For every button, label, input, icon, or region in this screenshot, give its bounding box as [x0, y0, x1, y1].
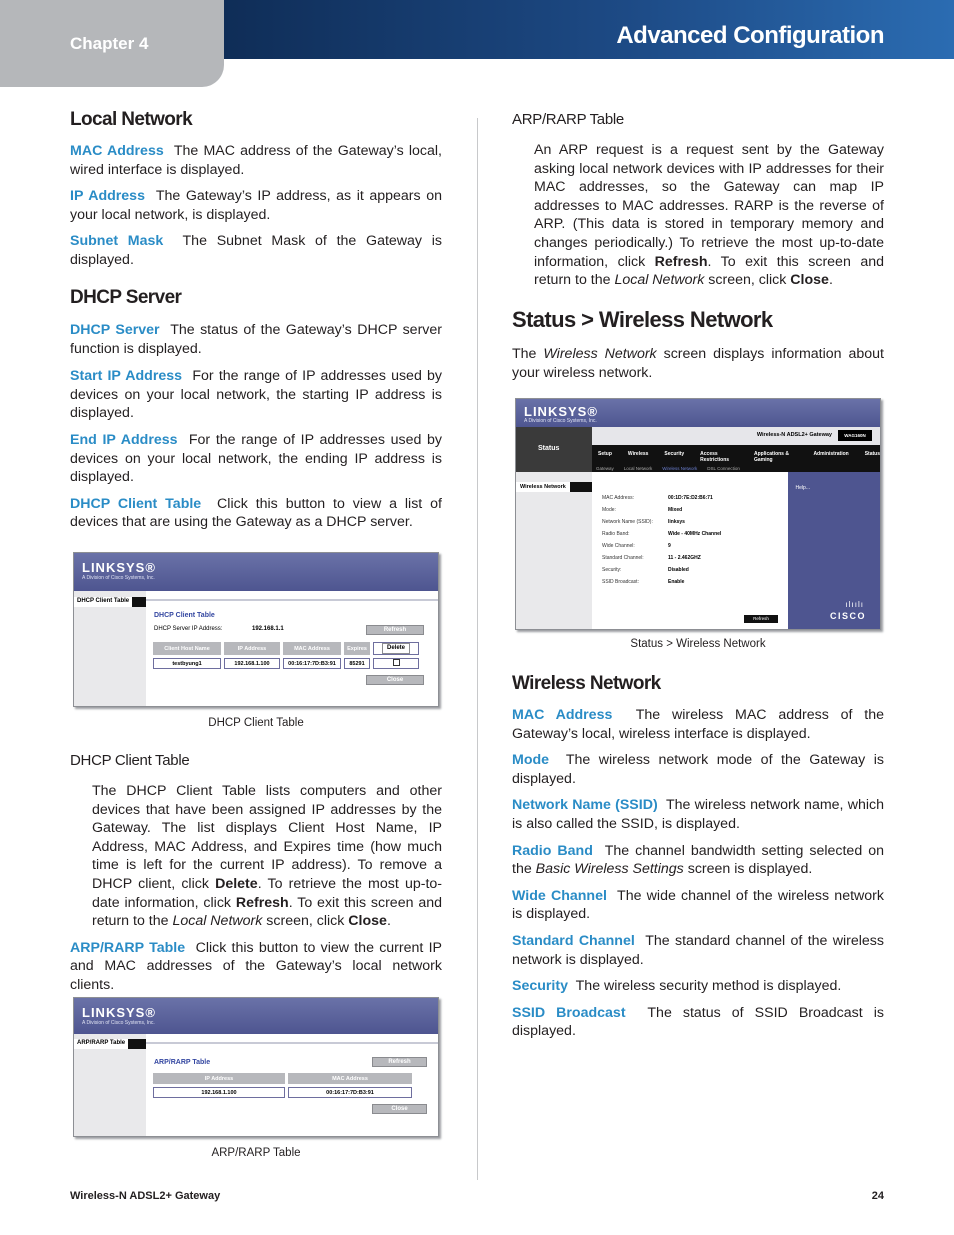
linksys-banner	[516, 399, 880, 427]
italic-local-network: Local Network	[614, 272, 705, 289]
desc-text: The MAC address of the Gateway’s local, wired interface is displayed.	[70, 143, 442, 178]
term: MAC Address	[512, 707, 613, 723]
row-value: linksys	[668, 519, 685, 525]
col-header: MAC Address	[288, 1073, 412, 1084]
status-row	[602, 555, 721, 567]
row-label: Security:	[602, 567, 622, 573]
status-wireless-intro	[512, 345, 884, 382]
bold-refresh: Refresh	[235, 894, 289, 911]
arp-rarp-table-screenshot	[73, 997, 439, 1137]
wn-radio-band-desc	[512, 842, 884, 879]
linksys-logo: LINKSYS®	[524, 404, 598, 419]
nav-status[interactable]: Status	[864, 451, 880, 457]
chapter-tab	[0, 0, 224, 87]
text: . To exit this screen and return to the	[92, 894, 442, 930]
desc-text: screen is displayed.	[683, 861, 813, 878]
cell: testbyung1	[153, 658, 221, 669]
col-header: MAC Address	[283, 642, 341, 655]
page-number: 24	[871, 1190, 884, 1202]
term: Security	[512, 978, 568, 995]
wireless-network-section	[512, 673, 884, 1041]
col-header: IP Address	[153, 1073, 285, 1084]
wn-standard-channel-desc	[512, 932, 884, 969]
status-row	[602, 543, 721, 555]
local-network-section	[70, 109, 442, 270]
close-button[interactable]: Close	[366, 675, 424, 685]
help-link[interactable]: Help...	[795, 485, 810, 491]
desc-text: For the range of IP addresses used by devices on your local network, the starting IP address is displayed.	[70, 368, 442, 422]
term: End IP Address	[70, 431, 178, 448]
desc-text: The channel bandwidth setting selected on the	[512, 842, 884, 878]
term: Subnet Mask	[70, 233, 164, 250]
help-panel	[788, 472, 880, 629]
col-header: Expires	[344, 642, 370, 655]
refresh-button[interactable]: Refresh	[744, 615, 778, 623]
term: DHCP Server	[70, 322, 160, 338]
cell: 85291	[344, 658, 370, 669]
desc-text: The wide channel of the wireless network is displayed.	[512, 887, 884, 923]
panel-title: DHCP Client Table	[154, 612, 215, 619]
row-label: MAC Address:	[602, 495, 634, 501]
term: ARP/RARP Table	[70, 939, 186, 956]
text: The	[512, 346, 544, 362]
cell: 192.168.1.100	[224, 658, 280, 669]
dhcp-client-table-desc	[70, 495, 442, 532]
status-rows	[602, 495, 721, 591]
row-label: SSID Broadcast:	[602, 579, 639, 585]
bold-close: Close	[348, 913, 387, 930]
bold-refresh: Refresh	[654, 253, 708, 270]
text: screen displays information about your wireless network.	[512, 346, 884, 381]
term: DHCP Client Table	[70, 495, 202, 512]
table-header-row	[153, 642, 419, 655]
row-value: 9	[668, 543, 671, 549]
nav-setup[interactable]: Setup	[598, 451, 612, 457]
panel-title: ARP/RARP Table	[154, 1059, 211, 1066]
desc-text: Click this button to view a list of devices that are using the Gateway as a DHCP server.	[70, 495, 442, 531]
sidebar-label: DHCP Client Table	[74, 597, 132, 607]
delete-label: Delete	[382, 643, 410, 654]
wn-wide-channel-desc	[512, 887, 884, 924]
wn-mode-desc	[512, 751, 884, 788]
nav-access[interactable]: Access Restrictions	[700, 451, 730, 463]
sidebar	[74, 1034, 146, 1136]
status-row	[602, 519, 721, 531]
row-label: Network Name (SSID):	[602, 519, 653, 525]
row-value: 00:1D:7E:D2:B6:71	[668, 495, 713, 501]
italic-local-network: Local Network	[172, 913, 263, 930]
local-network-heading: Local Network	[70, 109, 193, 130]
table-row	[153, 658, 419, 669]
status-row	[602, 507, 721, 519]
table-row	[153, 1087, 412, 1098]
sidebar-label: Wireless Network	[516, 482, 570, 492]
figure-caption: ARP/RARP Table	[211, 1147, 301, 1159]
end-ip-desc	[70, 431, 442, 487]
desc-text: The Gateway’s IP address, as it appears on your local network, is displayed.	[70, 188, 442, 223]
row-value: Disabled	[668, 567, 689, 573]
logo-subtitle: A Division of Cisco Systems, Inc.	[82, 575, 155, 581]
arp-table	[150, 1070, 415, 1101]
term: Mode	[512, 752, 550, 769]
sidebar	[516, 472, 592, 629]
row-value: 11 - 2.462GHZ	[668, 555, 701, 561]
term: IP Address	[70, 188, 145, 205]
desc-text: Click this button to view the current IP and MAC addresses of the Gateway’s local network clients.	[70, 939, 442, 993]
text: . To retrieve the most up-to-date information, click	[92, 875, 443, 911]
sidebar	[74, 591, 146, 706]
status-tab-title: Status	[516, 427, 592, 472]
wn-security-desc	[512, 977, 884, 996]
arp-rarp-heading: ARP/RARP Table	[512, 111, 624, 128]
dhcp-client-table-screenshot	[73, 552, 439, 707]
term: MAC Address	[70, 143, 164, 159]
start-ip-desc	[70, 367, 442, 423]
figure-caption: Status > Wireless Network	[630, 638, 766, 650]
nav-security[interactable]: Security	[664, 451, 685, 457]
row-label: Wide Channel:	[602, 543, 635, 549]
wn-mac-desc	[512, 706, 884, 743]
cell: 192.168.1.100	[153, 1087, 285, 1098]
status-wireless-section	[512, 307, 884, 382]
wireless-network-screenshot	[515, 398, 881, 630]
status-row	[602, 579, 721, 591]
text: .	[386, 913, 391, 930]
subnav-wireless-network[interactable]: Wireless Network	[662, 466, 698, 471]
logo-subtitle: A Division of Cisco Systems, Inc.	[82, 1020, 155, 1026]
model-badge: WAG160N	[838, 430, 872, 441]
cell: 00:16:17:7D:B3:91	[288, 1087, 412, 1098]
italic-wireless-network: Wireless Network	[543, 346, 657, 362]
row-label: Mode:	[602, 507, 616, 513]
server-ip-label: DHCP Server IP Address:	[154, 626, 223, 632]
bold-close: Close	[790, 272, 829, 289]
section-header-bar	[224, 0, 954, 59]
close-button[interactable]: Close	[372, 1104, 427, 1114]
mac-address-desc	[70, 142, 442, 179]
cisco-bars-icon: ılıılı	[845, 600, 864, 609]
italic-basic-wireless: Basic Wireless Settings	[535, 861, 684, 878]
nav-applications[interactable]: Applications & Gaming	[753, 451, 789, 463]
product-name: Wireless-N ADSL2+ Gateway	[756, 432, 832, 438]
term: Start IP Address	[70, 368, 183, 385]
text: An ARP request is a request sent by the Gateway asking local network devices with IP addresses for their MAC addresses, so the Gateway can map IP addresses to MAC addresses. RARP is the reverse of ARP. (This data is stored in temporary memory and changes periodically.) To retrieve the most up-to-date information, click	[534, 142, 884, 270]
dhcp-client-table-heading: DHCP Client Table	[70, 752, 190, 769]
arp-rarp-button-desc	[70, 939, 442, 995]
server-ip-value: 192.168.1.1	[252, 626, 284, 632]
bold-delete: Delete	[215, 875, 258, 892]
ip-address-desc	[70, 187, 442, 224]
dhcp-server-desc	[70, 321, 442, 358]
subnav-local-network[interactable]: Local Network	[623, 466, 653, 471]
dhcp-client-table-body	[70, 782, 442, 931]
divider	[146, 599, 438, 601]
col-header: Client Host Name	[153, 642, 221, 655]
column-divider	[477, 118, 478, 1180]
section-title: Advanced Configuration	[616, 22, 884, 49]
delete-button[interactable]	[373, 642, 419, 655]
term: Network Name (SSID)	[512, 797, 658, 814]
text: screen, click	[262, 913, 349, 930]
row-value: Wide - 40MHz Channel	[668, 531, 722, 537]
text: screen, click	[704, 272, 791, 289]
desc-text: The status of the Gateway’s DHCP server function is displayed.	[70, 322, 442, 357]
text: .	[828, 272, 833, 289]
dhcp-client-table-section	[70, 751, 442, 995]
desc-text: The wireless network name, which is also called the SSID, is displayed.	[512, 797, 885, 832]
client-table	[150, 639, 422, 672]
refresh-button[interactable]: Refresh	[366, 625, 424, 635]
linksys-logo: LINKSYS®	[82, 560, 156, 575]
wn-ssid-broadcast-desc	[512, 1004, 884, 1041]
table-header-row	[153, 1073, 412, 1084]
footer-product: Wireless-N ADSL2+ Gateway	[70, 1190, 221, 1202]
subnav-gateway[interactable]: Gateway	[596, 466, 614, 471]
sub-nav	[596, 466, 740, 471]
dhcp-server-section	[70, 287, 442, 532]
status-row	[602, 567, 721, 579]
desc-text: The standard channel of the wireless network is displayed.	[512, 932, 884, 968]
col-header: IP Address	[224, 642, 280, 655]
desc-text: The Subnet Mask of the Gateway is displayed.	[70, 233, 442, 268]
desc-text: The status of SSID Broadcast is displayed.	[512, 1004, 884, 1040]
sidebar-label: ARP/RARP Table	[74, 1039, 128, 1049]
product-bar	[592, 427, 880, 445]
term: Wide Channel	[512, 887, 607, 904]
row-value: Enable	[668, 579, 685, 585]
desc-text: The wireless MAC address of the Gateway’s local, wireless interface is displayed.	[512, 707, 884, 742]
term: SSID Broadcast	[512, 1004, 626, 1021]
delete-checkbox-cell[interactable]	[373, 658, 419, 669]
chapter-label: Chapter 4	[70, 34, 149, 53]
text: The DHCP Client Table lists computers and other devices that have been assigned IP addresses by the Gateway. The list displays Client Host Name, IP Address, MAC Address, and Expires time (how much time is left for the current IP address). To remove a DHCP client, click	[92, 783, 442, 892]
cisco-logo: CISCO	[829, 611, 866, 621]
nav-wireless[interactable]: Wireless	[627, 451, 649, 457]
wn-ssid-desc	[512, 796, 884, 833]
figure-caption: DHCP Client Table	[208, 717, 304, 729]
term: Standard Channel	[512, 932, 635, 949]
status-row	[602, 495, 721, 507]
status-wireless-heading: Status > Wireless Network	[512, 307, 773, 332]
linksys-banner	[74, 553, 438, 591]
logo-subtitle: A Division of Cisco Systems, Inc.	[524, 418, 597, 424]
row-value: Mixed	[668, 507, 683, 513]
divider	[146, 1042, 438, 1044]
refresh-button[interactable]: Refresh	[372, 1057, 427, 1067]
subnav-dsl-connection[interactable]: DSL Connection	[707, 466, 740, 471]
row-label: Standard Channel:	[602, 555, 644, 561]
desc-text: The wireless security method is displayed.	[575, 978, 842, 995]
checkbox[interactable]	[393, 659, 400, 666]
arp-rarp-section	[512, 110, 884, 290]
desc-text: For the range of IP addresses used by devices on your local network, the ending IP address is displayed.	[70, 431, 443, 486]
text: . To exit this screen and return to the	[534, 253, 884, 289]
main-nav	[598, 451, 880, 463]
cell: 00:16:17:7D:B3:91	[283, 658, 341, 669]
term: Radio Band	[512, 842, 593, 859]
wireless-network-heading: Wireless Network	[512, 673, 661, 694]
row-label: Radio Band:	[602, 531, 630, 537]
desc-text: The wireless network mode of the Gateway is displayed.	[512, 752, 884, 787]
linksys-logo: LINKSYS®	[82, 1005, 156, 1020]
nav-administration[interactable]: Administration	[813, 451, 849, 457]
dhcp-server-heading: DHCP Server	[70, 287, 182, 308]
linksys-banner	[74, 998, 438, 1034]
status-row	[602, 531, 721, 543]
subnet-mask-desc	[70, 232, 442, 269]
arp-rarp-body	[512, 141, 884, 290]
